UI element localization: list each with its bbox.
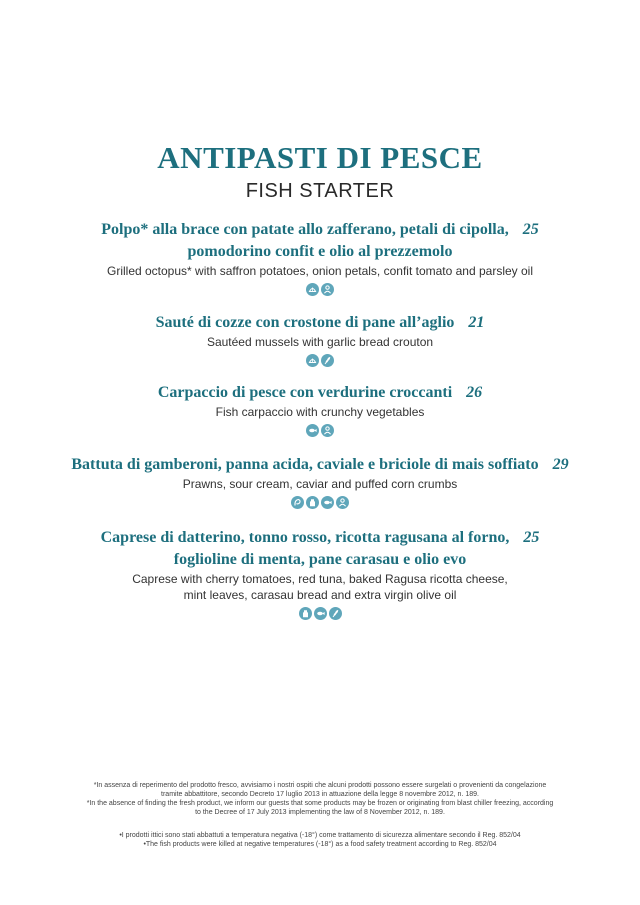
menu-title: ANTIPASTI DI PESCE — [157, 140, 483, 175]
person-icon — [321, 283, 334, 296]
item-english-description: Sautéed mussels with garlic bread crouton — [206, 335, 434, 349]
crustacean-icon — [291, 496, 304, 509]
item-italian-name — [20, 454, 620, 476]
menu-item — [60, 219, 580, 298]
fish-icon — [314, 607, 327, 620]
allergen-icons — [60, 424, 580, 439]
person-icon — [336, 496, 349, 509]
menu-item — [60, 382, 580, 439]
allergen-icons — [20, 496, 620, 511]
footnote-italian: *In assenza di reperimento del prodotto fresco, avvisiamo i nostri ospiti che alcuni prodotti possono essere surgelati o provenienti da congelazione — [93, 782, 547, 789]
item-price: 29 — [552, 456, 569, 473]
allergen-icons — [60, 354, 580, 369]
item-price: 26 — [466, 384, 483, 401]
item-english-description: Grilled octopus* with saffron potatoes, onion petals, confit tomato and parsley oil — [106, 264, 534, 278]
item-price: 25 — [523, 529, 540, 546]
item-italian-line: Polpo* alla brace con patate allo zafferano, petali di cipolla, — [101, 221, 509, 238]
footnote-english: *In the absence of finding the fresh product, we inform our guests that some products may be frozen or originating from blast chiller freezing, according — [86, 800, 554, 807]
item-italian-name — [60, 312, 580, 334]
item-english-description: Caprese with cherry tomatoes, red tuna, baked Ragusa ricotta cheese, — [132, 572, 508, 586]
milk-icon — [299, 607, 312, 620]
item-price: 21 — [468, 314, 485, 331]
gluten-icon — [329, 607, 342, 620]
item-italian-line: Carpaccio di pesce con verdurine croccanti — [157, 384, 453, 401]
fish-icon — [306, 424, 319, 437]
fish-icon — [321, 496, 334, 509]
item-english-description: mint leaves, carasau bread and extra virgin olive oil — [183, 588, 457, 602]
menu-subtitle: FISH STARTER — [245, 180, 395, 202]
mollusc-icon — [306, 354, 319, 367]
item-english-description: Fish carpaccio with crunchy vegetables — [215, 405, 425, 419]
item-italian-line: foglioline di menta, pane carasau e olio evo — [173, 551, 467, 568]
item-italian-line: Sauté di cozze con crostone di pane all’aglio — [155, 314, 455, 331]
person-icon — [321, 424, 334, 437]
item-italian-name — [60, 382, 580, 404]
menu-item — [60, 527, 580, 622]
menu-item — [20, 454, 620, 511]
item-italian-name — [60, 527, 580, 549]
item-italian-line: Battuta di gamberoni, panna acida, caviale e briciole di mais soffiato — [71, 456, 539, 473]
item-price: 25 — [522, 221, 539, 238]
footnote-italian: •I prodotti ittici sono stati abbattuti a temperatura negativa (-18°) come trattamento di sicurezza alimentare secondo il Reg. 852/04 — [119, 832, 521, 839]
footnotes — [50, 781, 590, 849]
mollusc-icon — [306, 283, 319, 296]
allergen-icons — [60, 607, 580, 622]
item-italian-line: Caprese di datterino, tonno rosso, ricotta ragusana al forno, — [100, 529, 510, 546]
footnote-english: •The fish products were killed at negative temperatures (-18°) as a food safety treatment according to Reg. 852/04 — [143, 841, 497, 848]
item-italian-line: pomodorino confit e olio al prezzemolo — [187, 243, 453, 260]
item-italian-name — [60, 219, 580, 241]
gluten-icon — [321, 354, 334, 367]
footnote-english: to the Decree of 17 July 2013 implementing the law of 8 November 2012, n. 189. — [195, 809, 445, 816]
item-english-description: Prawns, sour cream, caviar and puffed corn crumbs — [182, 477, 458, 491]
milk-icon — [306, 496, 319, 509]
footnote-italian: tramite abbattitore, secondo Decreto 17 luglio 2013 in attuazione della legge 8 novembre 2012, n. 189. — [161, 791, 479, 798]
allergen-icons — [60, 283, 580, 298]
menu-item — [60, 312, 580, 369]
